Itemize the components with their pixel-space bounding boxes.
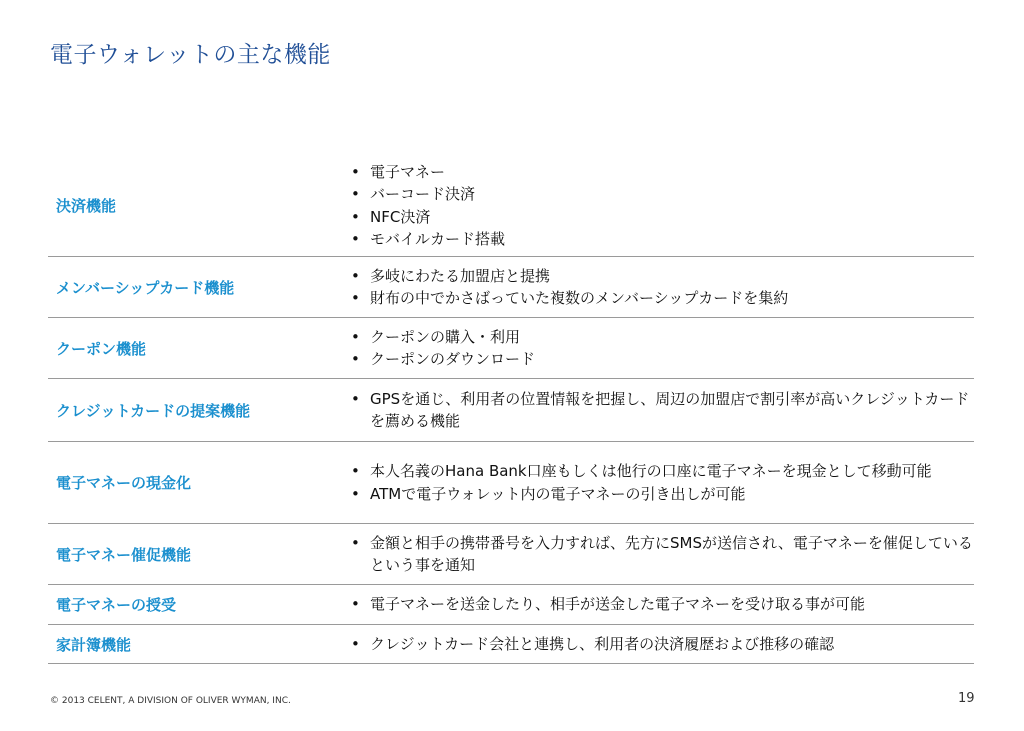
list-item: • ATMで電子ウォレット内の電子マネーの引き出しが可能 <box>346 483 974 506</box>
table-row <box>48 524 974 585</box>
row-label: メンバーシップカード機能 <box>56 278 235 297</box>
list-item: • 電子マネー <box>346 161 974 184</box>
list-item: • クーポンのダウンロード <box>346 348 974 371</box>
list-item: • 本人名義のHana Bank口座もしくは他行の口座に電子マネーを現金として移動可能 <box>346 460 974 483</box>
list-item: • モバイルカード搭載 <box>346 228 974 251</box>
table-row <box>48 625 974 664</box>
row-label: 電子マネーの授受 <box>56 596 177 614</box>
list-item: • GPSを通じ、利用者の位置情報を把握し、周辺の加盟店で割引率が高いクレジットカードを薦める機能 <box>346 388 974 433</box>
row-items <box>346 460 974 505</box>
feature-table <box>48 155 974 664</box>
row-items <box>346 593 974 616</box>
row-label: 電子マネー催促機能 <box>56 545 192 564</box>
row-items <box>346 265 974 310</box>
row-items <box>346 326 974 371</box>
list-item: • 金額と相手の携帯番号を入力すれば、先方にSMSが送信され、電子マネーを催促しているという事を通知 <box>346 532 974 577</box>
row-label: クーポン機能 <box>56 339 147 358</box>
row-label: 電子マネーの現金化 <box>56 474 192 492</box>
list-item: • バーコード決済 <box>346 183 974 206</box>
list-item: • 財布の中でかさばっていた複数のメンバーシップカードを集約 <box>346 287 974 310</box>
row-items <box>346 161 974 251</box>
copyright-footer: © 2013 CELENT, A DIVISION OF OLIVER WYMAN, INC. <box>50 696 291 706</box>
list-item: • クレジットカード会社と連携し、利用者の決済履歴および推移の確認 <box>346 633 974 656</box>
table-row <box>48 379 974 442</box>
row-items <box>346 633 974 656</box>
table-row <box>48 585 974 625</box>
page-number: 19 <box>958 691 975 706</box>
list-item: • 多岐にわたる加盟店と提携 <box>346 265 974 288</box>
list-item: • NFC決済 <box>346 206 974 229</box>
table-row <box>48 318 974 379</box>
list-item: • 電子マネーを送金したり、相手が送金した電子マネーを受け取る事が可能 <box>346 593 974 616</box>
row-label: 決済機能 <box>56 197 117 215</box>
row-items <box>346 388 974 433</box>
row-label: クレジットカードの提案機能 <box>56 401 251 420</box>
row-items <box>346 532 974 577</box>
table-row <box>48 257 974 318</box>
table-row <box>48 442 974 524</box>
table-row <box>48 155 974 257</box>
page-title: 電子ウォレットの主な機能 <box>50 42 331 68</box>
row-label: 家計簿機能 <box>56 635 132 654</box>
list-item: • クーポンの購入・利用 <box>346 326 974 349</box>
